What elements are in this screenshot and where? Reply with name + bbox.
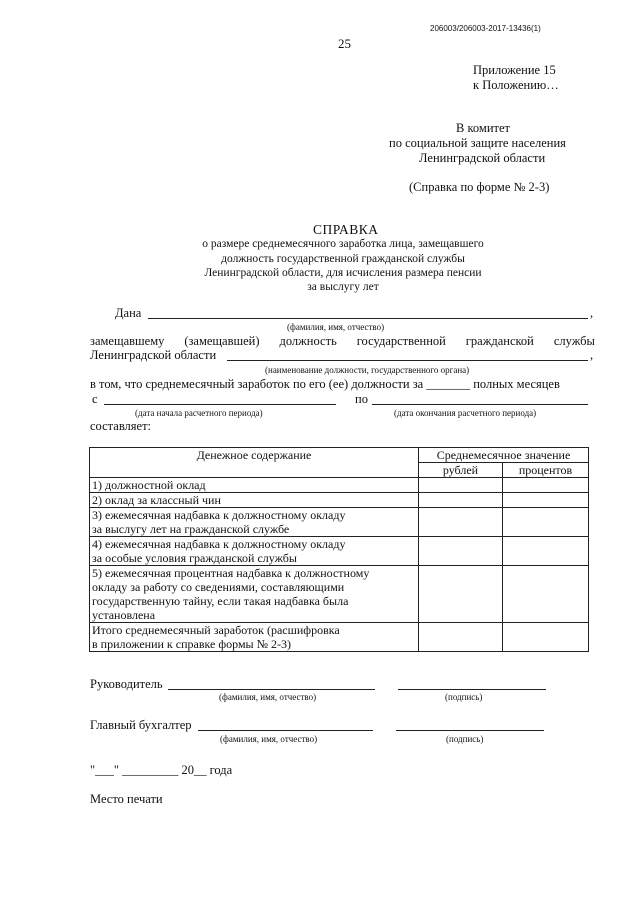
position-line[interactable] xyxy=(227,360,588,361)
substitute-word-3: должность xyxy=(279,334,337,348)
table-row xyxy=(90,566,589,623)
page-number: 25 xyxy=(338,36,351,51)
percent-cell[interactable] xyxy=(503,508,589,537)
stamp-place: Место печати xyxy=(90,792,163,806)
head-sign-line[interactable] xyxy=(398,689,546,690)
table-row xyxy=(90,493,589,508)
hint-fio: (фамилия, имя, отчество) xyxy=(287,322,385,332)
accountant-fio-line[interactable] xyxy=(198,730,373,731)
row-label-line: установлена xyxy=(92,608,156,622)
head-hint-sign: (подпись) xyxy=(445,692,483,702)
substitute-word-6: службы xyxy=(553,334,595,348)
row-label-line: 1) должностной оклад xyxy=(92,478,206,492)
substitute-word-5: гражданской xyxy=(465,334,534,348)
end-date-line[interactable] xyxy=(372,404,588,405)
accountant-hint-sign: (подпись) xyxy=(446,734,484,744)
row-label-line: за выслугу лет на гражданской службе xyxy=(92,522,290,536)
row-label-line: 2) оклад за классный чин xyxy=(92,493,221,507)
row-label-line: Итого среднемесячный заработок (расшифровка xyxy=(92,623,340,637)
addressee-line-3: Ленинградской области xyxy=(419,151,546,165)
head-label: Руководитель xyxy=(90,677,163,691)
region-end-comma: , xyxy=(590,348,594,362)
appendix-line-1: Приложение 15 xyxy=(473,63,556,77)
fio-line[interactable] xyxy=(148,318,588,319)
rubles-cell[interactable] xyxy=(419,508,503,537)
row-label xyxy=(90,478,419,493)
table-row xyxy=(90,508,589,537)
substitute-word-4: государственной xyxy=(356,334,446,348)
table-row xyxy=(90,623,589,652)
subtitle-line-4: за выслугу лет xyxy=(307,281,379,293)
hint-start-date: (дата начала расчетного периода) xyxy=(135,408,263,418)
header-average: Среднемесячное значение xyxy=(419,448,589,463)
row-label-line: государственную тайну, если такая надбавка была xyxy=(92,594,349,608)
subtitle-line-2: должность государственной гражданской службы xyxy=(221,253,465,265)
rubles-cell[interactable] xyxy=(419,537,503,566)
head-hint-fio: (фамилия, имя, отчество) xyxy=(219,692,317,702)
rubles-cell[interactable] xyxy=(419,478,503,493)
header-content: Денежное содержание xyxy=(90,448,419,478)
accountant-label: Главный бухгалтер xyxy=(90,718,192,732)
addressee-line-2: по социальной защите населения xyxy=(389,136,566,150)
substitute-word-1: замещавшему xyxy=(90,334,165,348)
row-label xyxy=(90,493,419,508)
rubles-cell[interactable] xyxy=(419,493,503,508)
region-label: Ленинградской области xyxy=(90,348,217,362)
addressee-line-1: В комитет xyxy=(456,121,510,135)
earnings-text: в том, что среднемесячный заработок по его (ее) должности за _______ полных месяцев xyxy=(90,377,560,391)
row-label-line: в приложении к справке формы № 2-3) xyxy=(92,637,292,651)
row-label-line: 5) ежемесячная процентная надбавка к должностному xyxy=(92,566,370,580)
subtitle-line-1: о размере среднемесячного заработка лица, замещавшего xyxy=(202,238,484,250)
given-label: Дана xyxy=(115,306,142,320)
document-title: СПРАВКА xyxy=(313,222,379,237)
salary-table xyxy=(89,447,589,652)
row-label-line: 3) ежемесячная надбавка к должностному окладу xyxy=(92,508,346,522)
rubles-cell[interactable] xyxy=(419,623,503,652)
header-percent: процентов xyxy=(503,463,589,478)
head-fio-line[interactable] xyxy=(168,689,375,690)
header-rubles: рублей xyxy=(419,463,503,478)
start-date-line[interactable] xyxy=(104,404,336,405)
from-label: с xyxy=(92,392,98,406)
given-end-comma: , xyxy=(590,306,594,320)
accountant-sign-line[interactable] xyxy=(396,730,544,731)
to-label: по xyxy=(355,392,368,406)
row-label xyxy=(90,537,419,566)
form-reference: (Справка по форме № 2-3) xyxy=(409,180,550,194)
date-line: "___" _________ 20__ года xyxy=(90,763,233,777)
row-label-line: за особые условия гражданской службы xyxy=(92,551,297,565)
substitute-word-2: (замещавшей) xyxy=(184,334,260,348)
table-row xyxy=(90,478,589,493)
hint-end-date: (дата окончания расчетного периода) xyxy=(394,408,537,418)
percent-cell[interactable] xyxy=(503,623,589,652)
percent-cell[interactable] xyxy=(503,493,589,508)
percent-cell[interactable] xyxy=(503,478,589,493)
percent-cell[interactable] xyxy=(503,566,589,623)
substitute-line xyxy=(90,334,595,349)
row-label xyxy=(90,566,419,623)
appendix-line-2: к Положению… xyxy=(473,78,559,92)
row-label xyxy=(90,623,419,652)
document-id: 206003/206003-2017-13436(1) xyxy=(430,24,541,33)
percent-cell[interactable] xyxy=(503,537,589,566)
row-label xyxy=(90,508,419,537)
hint-position: (наименование должности, государственного органа) xyxy=(265,365,470,375)
row-label-line: 4) ежемесячная надбавка к должностному окладу xyxy=(92,537,346,551)
rubles-cell[interactable] xyxy=(419,566,503,623)
row-label-line: окладу за работу со сведениями, составляющими xyxy=(92,580,345,594)
table-row xyxy=(90,537,589,566)
accountant-hint-fio: (фамилия, имя, отчество) xyxy=(220,734,318,744)
amounts-label: составляет: xyxy=(90,419,152,433)
subtitle-line-3: Ленинградской области, для исчисления размера пенсии xyxy=(204,267,482,279)
